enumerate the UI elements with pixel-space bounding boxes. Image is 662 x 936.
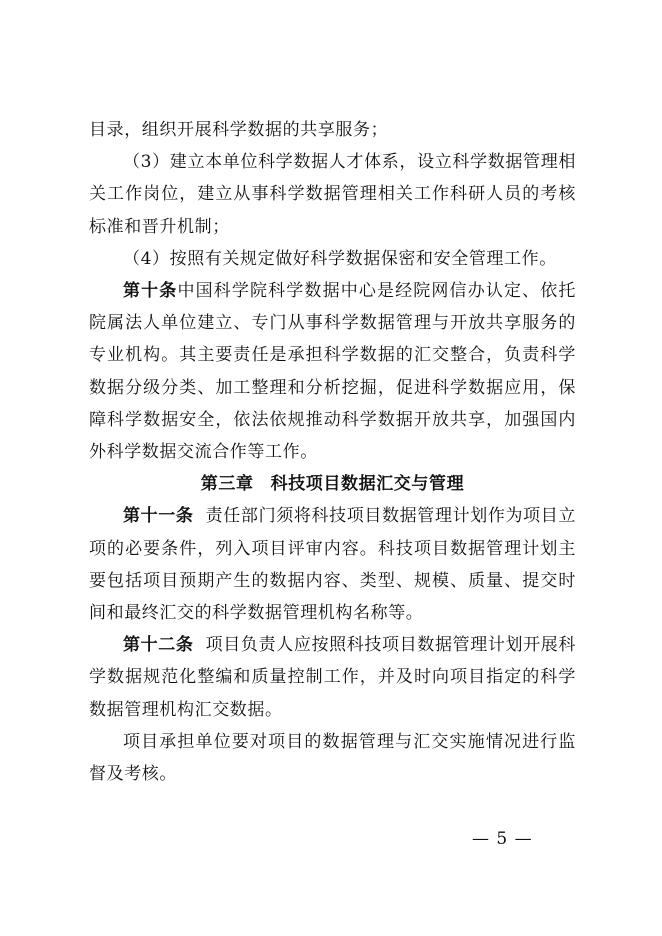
article-heading: 第十一条 (123, 506, 194, 527)
paragraph-item-4 (89, 243, 576, 275)
page-number: — 5 — (472, 829, 533, 849)
paragraph-text: （3）建立本单位科学数据人才体系，设立科学数据管理相关工作岗位，建立从事科学数据管理相关工作科研人员的考核标准和晋升机制； (89, 152, 576, 237)
paragraph-directory-sharing (89, 114, 576, 146)
paragraph-text: 目录，组织开展科学数据的共享服务； (89, 120, 389, 140)
article-heading: 第十条 (123, 281, 178, 302)
chapter-title: 科技项目数据汇交与管理 (270, 474, 465, 495)
paragraph-supervision (89, 726, 576, 790)
chapter-number: 第三章 (200, 474, 254, 495)
article-text: 中国科学院科学数据中心是经院网信办认定、依托院属法人单位建立、专门从事科学数据管理与开放共享服务的专业机构。其主要责任是承担科学数据的汇交整合，负责科学数据分级分类、加工整理和分析挖掘，促进科学数据应用，保障科学数据安全，依法依规推动科学数据开放共享，加强国内外科学数据交流合作等工作。 (89, 281, 576, 463)
document-body (89, 114, 576, 790)
article-text: 责任部门须将科技项目数据管理计划作为项目立项的必要条件，列入项目评审内容。科技项目数据管理计划主要包括项目预期产生的数据内容、类型、规模、质量、提交时间和最终汇交的科学数据管理机构名称等。 (89, 506, 577, 624)
article-text: 项目负责人应按照科技项目数据管理计划开展科学数据规范化整编和质量控制工作，并及时向项目指定的科学数据管理机构汇交数据。 (89, 635, 577, 720)
article-11 (89, 500, 576, 629)
paragraph-text: 项目承担单位要对项目的数据管理与汇交实施情况进行监督及考核。 (89, 731, 576, 785)
article-12 (89, 629, 576, 726)
chapter-heading (89, 468, 576, 500)
paragraph-text: （4）按照有关规定做好科学数据保密和安全管理工作。 (123, 248, 557, 269)
article-heading: 第十二条 (123, 635, 194, 656)
paragraph-item-3 (89, 146, 576, 243)
article-10 (89, 275, 576, 468)
